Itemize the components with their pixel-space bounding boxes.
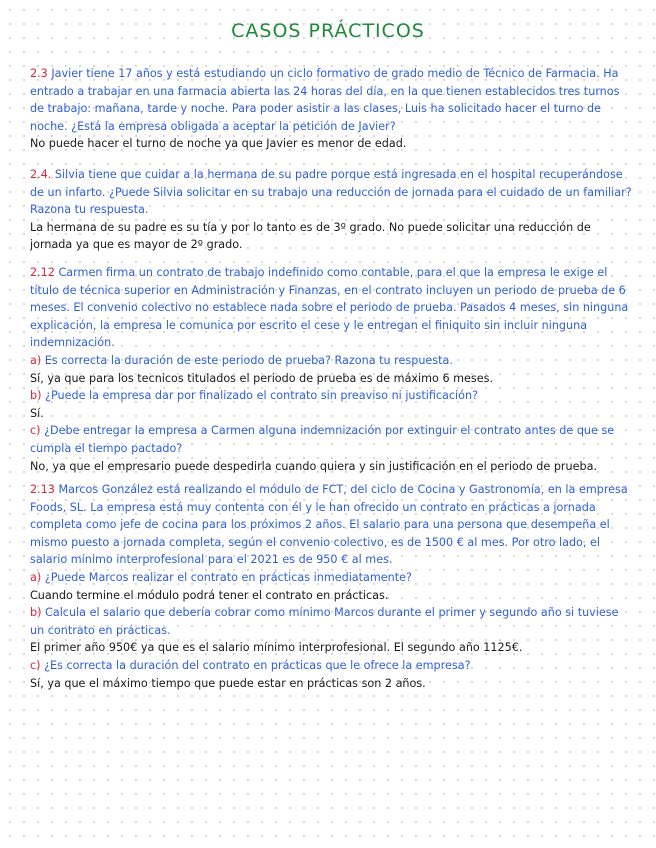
sub-question-b [30,604,635,639]
sub-question-c [30,657,635,675]
sub-answer-c: Sí, ya que el máximo tiempo que puede estar en prácticas son 2 años. [30,676,426,690]
sub-answer-a: Cuando termine el módulo podrá tener el contrato en prácticas. [30,588,389,602]
case-number: 2.13 [30,483,55,496]
case-number: 2.3 [30,67,48,80]
sub-question-text: ¿Puede Marcos realizar el contrato en prácticas inmediatamente? [44,570,412,584]
case-2-3 [30,65,635,153]
case-text: Silvia tiene que cuidar a la hermana de su padre porque está ingresada en el hospital recuperándose de un infarto. ¿Puede Silvia solicitar en su trabajo una reducción de jornada para el cuidado de un familiar? Razona tu respuesta. [30,168,632,217]
case-text: Javier tiene 17 años y está estudiando un ciclo formativo de grado medio de Técnico de Farmacia. Ha entrado a trabajar en una farmacia abierta las 24 horas del día, en la que tienen establecidos tres turnos de trabajo: mañana, tarde y noche. Para poder asistir a las clases, Luis ha solicitado hacer el turno de noche. ¿Está la empresa obligada a aceptar la petición de Javier? [30,67,620,133]
sub-label: c) [30,424,41,438]
sub-label: c) [30,658,41,672]
sub-label: a) [30,570,42,584]
case-answer: No puede hacer el turno de noche ya que Javier es menor de edad. [30,137,407,151]
sub-question-text: Calcula el salario que debería cobrar como mínimo Marcos durante el primer y segundo año si tuviese un contrato en prácticas. [30,606,619,637]
sub-question-text: ¿Debe entregar la empresa a Carmen alguna indemnización por extinguir el contrato antes de que se cumpla el tiempo pactado? [30,424,615,455]
sub-question-c [30,422,635,457]
case-question [30,264,635,352]
case-answer: La hermana de su padre es su tía y por lo tanto es de 3º grado. No puede solicitar una reducción de jornada ya que es mayor de 2º grado. [30,220,591,252]
sub-question-b [30,387,635,405]
case-question [30,481,635,569]
case-number: 2.4. [30,168,52,181]
sub-question-a [30,569,635,587]
sub-answer-c: No, ya que el empresario puede despedirla cuando quiera y sin justificación en el periodo de prueba. [30,459,598,473]
case-number: 2.12 [30,266,55,279]
sub-label: b) [30,389,42,403]
sub-question-text: ¿Es correcta la duración del contrato en prácticas que le ofrece la empresa? [44,658,471,672]
sub-label: a) [30,353,42,367]
case-2-4 [30,166,635,254]
page-title: CASOS PRÁCTICOS [231,20,425,42]
case-text: Carmen firma un contrato de trabajo indefinido como contable, para el que la empresa le exige el título de técnica superior en Administración y Finanzas, en el contrato incluyen un periodo de prueba de 6 meses. El convenio colectivo no establece nada sobre el periodo de prueba. Pasados 4 meses, sin ninguna explicación, la empresa le comunica por escrito el cese y le entregan el finiquito sin incluir ninguna indemnización. [30,266,629,350]
sub-answer-b: Sí. [30,406,44,420]
sub-label: b) [30,606,42,620]
sub-answer-a: Sí, ya que para los tecnicos titulados el periodo de prueba es de máximo 6 meses. [30,371,494,385]
case-question [30,65,635,135]
sub-question-a [30,352,635,370]
sub-answer-b: El primer año 950€ ya que es el salario mínimo interprofesional. El segundo año 1125€. [30,641,523,655]
case-text: Marcos González está realizando el módulo de FCT, del ciclo de Cocina y Gastronomía, en la empresa Foods, SL. La empresa está muy contenta con él y le han ofrecido un contrato en prácticas a jornada completa como jefe de cocina para los próximos 2 años. El salario para una persona que desempeña el mismo puesto a jornada completa, según el convenio colectivo, es de 1500 € al mes. Por otro lado, el salario mínimo interprofesional para el 2021 es de 950 € al mes. [30,483,628,567]
case-question [30,166,635,219]
case-2-13 [30,481,635,692]
sub-question-text: ¿Puede la empresa dar por finalizado el contrato sin preaviso ni justificación? [45,389,479,403]
case-2-12 [30,264,635,475]
sub-question-text: Es correcta la duración de este periodo de prueba? Razona tu respuesta. [44,353,453,367]
